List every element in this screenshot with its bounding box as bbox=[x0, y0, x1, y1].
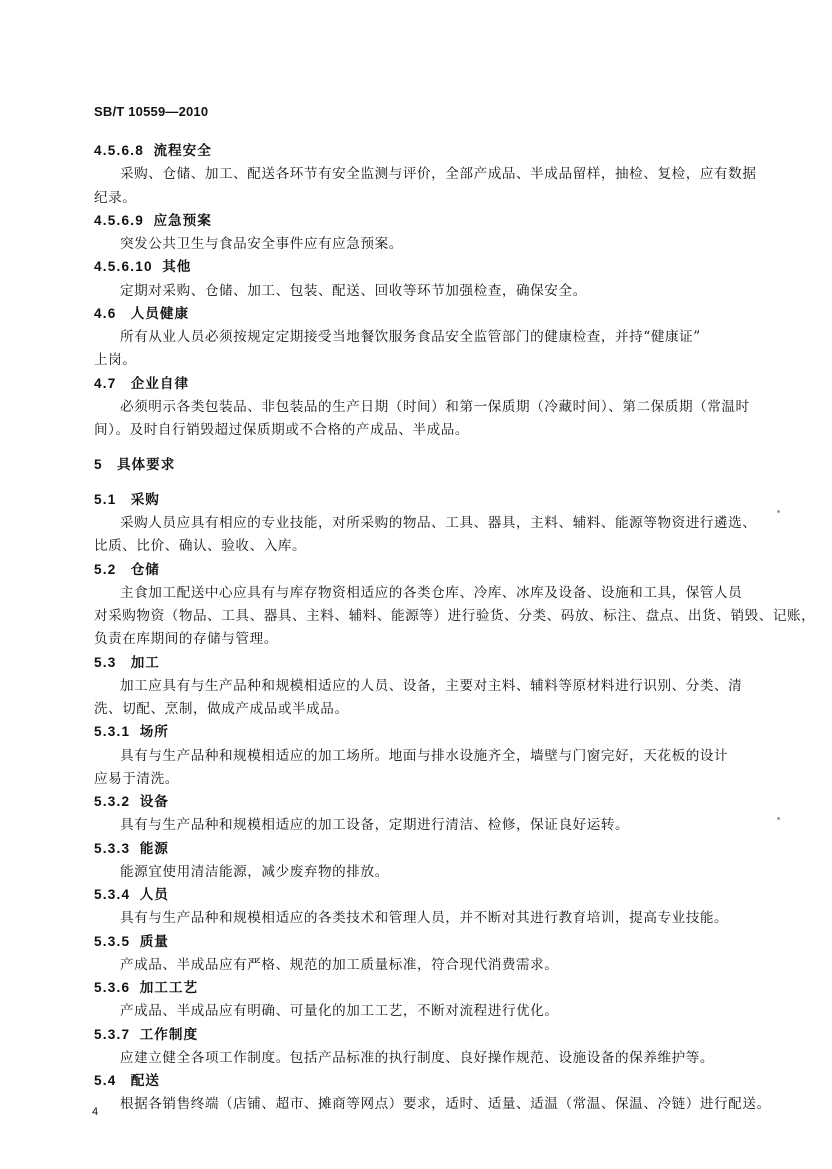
paragraph-line: 加工应具有与生产品种和规模相适应的人员、设备，主要对主料、辅料等原材料进行识别、分类、清 bbox=[120, 678, 743, 694]
paragraph-line: 必须明示各类包装品、非包装品的生产日期（时间）和第一保质期（冷藏时间）、第二保质期（常温时 bbox=[120, 399, 750, 415]
paragraph-line: 间）。及时自行销毁超过保质期或不合格的产成品、半成品。 bbox=[94, 422, 470, 438]
paragraph-line: 采购、仓储、加工、配送各环节有安全监测与评价，全部产成品、半成品留样，抽检、复检，应有数据 bbox=[120, 166, 757, 182]
paragraph-line: 具有与生产品种和规模相适应的加工场所。地面与排水设施齐全，墙壁与门窗完好，天花板的设计 bbox=[120, 748, 729, 764]
paragraph-line: 应建立健全各项工作制度。包括产品标准的执行制度、良好操作规范、设施设备的保养维护等。 bbox=[120, 1050, 715, 1066]
scan-speck bbox=[777, 817, 780, 820]
paragraph-line: 采购人员应具有相应的专业技能，对所采购的物品、工具、器具，主料、辅料、能源等物资进行遴选、 bbox=[120, 515, 757, 531]
paragraph-line: 洗、切配、烹制，做成产成品或半成品。 bbox=[94, 701, 349, 717]
paragraph-line: 应易于清洗。 bbox=[94, 771, 179, 787]
paragraph-line: 负责在库期间的存储与管理。 bbox=[94, 631, 278, 647]
heading-5-3-7: 5.3.7 工作制度 bbox=[94, 1027, 199, 1043]
heading-5-1: 5.1 采购 bbox=[94, 492, 160, 508]
paragraph-line: 比质、比价、确认、验收、入库。 bbox=[94, 538, 307, 554]
scan-speck bbox=[777, 510, 780, 513]
heading-5-3-5: 5.3.5 质量 bbox=[94, 934, 169, 950]
paragraph-line: 主食加工配送中心应具有与库存物资相适应的各类仓库、冷库、冰库及设备、设施和工具，保管人员 bbox=[120, 585, 743, 601]
heading-5-2: 5.2 仓储 bbox=[94, 562, 160, 578]
heading-5-4: 5.4 配送 bbox=[94, 1073, 160, 1089]
heading-4-5-6-9: 4.5.6.9 应急预案 bbox=[94, 213, 212, 229]
paragraph-line: 产成品、半成品应有严格、规范的加工质量标准，符合现代消费需求。 bbox=[120, 957, 559, 973]
heading-5-3-4: 5.3.4 人员 bbox=[94, 887, 169, 903]
paragraph-line: 具有与生产品种和规模相适应的各类技术和管理人员，并不断对其进行教育培训，提高专业技能。 bbox=[120, 910, 729, 926]
heading-4-7: 4.7 企业自律 bbox=[94, 376, 190, 392]
heading-5: 5 具体要求 bbox=[94, 457, 176, 473]
heading-4-5-6-10: 4.5.6.10 其他 bbox=[94, 259, 192, 275]
paragraph-line: 纪录。 bbox=[94, 190, 137, 206]
heading-4-6: 4.6 人员健康 bbox=[94, 306, 190, 322]
heading-5-3-1: 5.3.1 场所 bbox=[94, 724, 169, 740]
paragraph-line: 对采购物资（物品、工具、器具、主料、辅料、能源等）进行验货、分类、码放、标注、盘点、出货、销毁、记账， bbox=[94, 608, 816, 624]
heading-5-3-3: 5.3.3 能源 bbox=[94, 841, 169, 857]
paragraph-line: 所有从业人员必须按规定定期接受当地餐饮服务食品安全监管部门的健康检查，并持“健康证” bbox=[120, 329, 701, 345]
heading-4-5-6-8: 4.5.6.8 流程安全 bbox=[94, 143, 212, 159]
heading-5-3-6: 5.3.6 加工工艺 bbox=[94, 980, 199, 996]
paragraph-line: 根据各销售终端（店铺、超市、摊商等网点）要求，适时、适量、适温（常温、保温、冷链）进行配送。 bbox=[120, 1096, 771, 1112]
page-number: 4 bbox=[92, 1106, 99, 1118]
paragraph-line: 定期对采购、仓储、加工、包装、配送、回收等环节加强检查，确保安全。 bbox=[120, 283, 587, 299]
paragraph-line: 突发公共卫生与食品安全事件应有应急预案。 bbox=[120, 236, 403, 252]
paragraph-line: 能源宜使用清洁能源，减少废弃物的排放。 bbox=[120, 864, 389, 880]
heading-5-3: 5.3 加工 bbox=[94, 655, 160, 671]
paragraph-line: 产成品、半成品应有明确、可量化的加工工艺，不断对流程进行优化。 bbox=[120, 1003, 559, 1019]
heading-5-3-2: 5.3.2 设备 bbox=[94, 794, 169, 810]
paragraph-line: 具有与生产品种和规模相适应的加工设备，定期进行清洁、检修，保证良好运转。 bbox=[120, 817, 630, 833]
standard-code: SB/T 10559—2010 bbox=[94, 104, 209, 119]
paragraph-line: 上岗。 bbox=[94, 352, 137, 368]
